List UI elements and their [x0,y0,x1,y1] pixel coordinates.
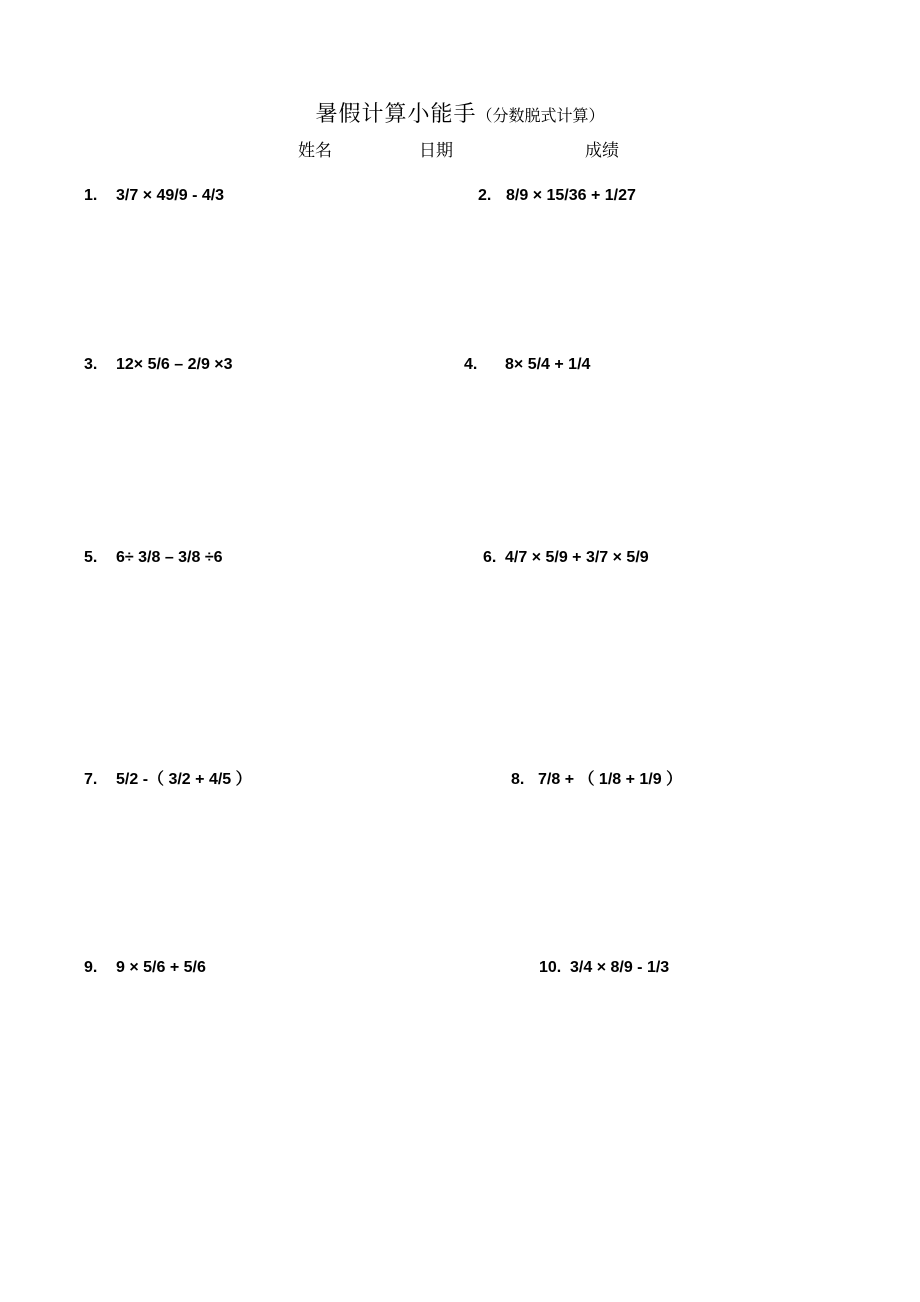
problem-number: 8. [511,771,525,788]
problem-expression: 6÷ 3/8 – 3/8 ÷6 [116,549,223,566]
problem-expression: 9 × 5/6 + 5/6 [116,959,206,976]
problem-10 [539,959,669,977]
title-subtitle: （分数脱式计算） [476,106,605,125]
problem-number: 2. [478,187,492,204]
problem-number: 10. [539,959,562,976]
date-label: 日期 [419,141,453,161]
problem-8 [511,766,682,789]
name-label: 姓名 [298,141,332,161]
title-main: 暑假计算小能手 [315,102,477,127]
problem-number: 9. [84,959,98,976]
problem-3 [84,356,233,374]
problem-number: 5. [84,549,98,566]
problem-number: 7. [84,771,98,788]
problem-4 [464,356,590,374]
problem-9 [84,959,206,977]
problem-2 [478,187,636,205]
problem-expression: 3/4 × 8/9 - 1/3 [570,959,670,976]
problem-expression: 4/7 × 5/9 + 3/7 × 5/9 [505,549,649,566]
problem-number: 6. [483,549,497,566]
problem-number: 4. [464,356,478,373]
problem-expression: 5/2 -（ 3/2 + 4/5 ） [116,771,252,788]
problem-number: 1. [84,187,98,204]
problem-expression: 3/7 × 49/9 - 4/3 [116,187,225,204]
problem-6 [483,549,649,567]
problem-expression: 12× 5/6 – 2/9 ×3 [116,356,233,373]
worksheet-title [0,97,920,128]
problem-number: 3. [84,356,98,373]
problem-7 [84,766,252,789]
problem-expression: 8× 5/4 + 1/4 [505,356,591,373]
problem-1 [84,187,224,205]
problem-expression: 8/9 × 15/36 + 1/27 [506,187,636,204]
score-label: 成绩 [585,141,619,161]
problem-expression: 7/8 + （ 1/8 + 1/9 ） [538,771,683,788]
problem-5 [84,549,223,567]
